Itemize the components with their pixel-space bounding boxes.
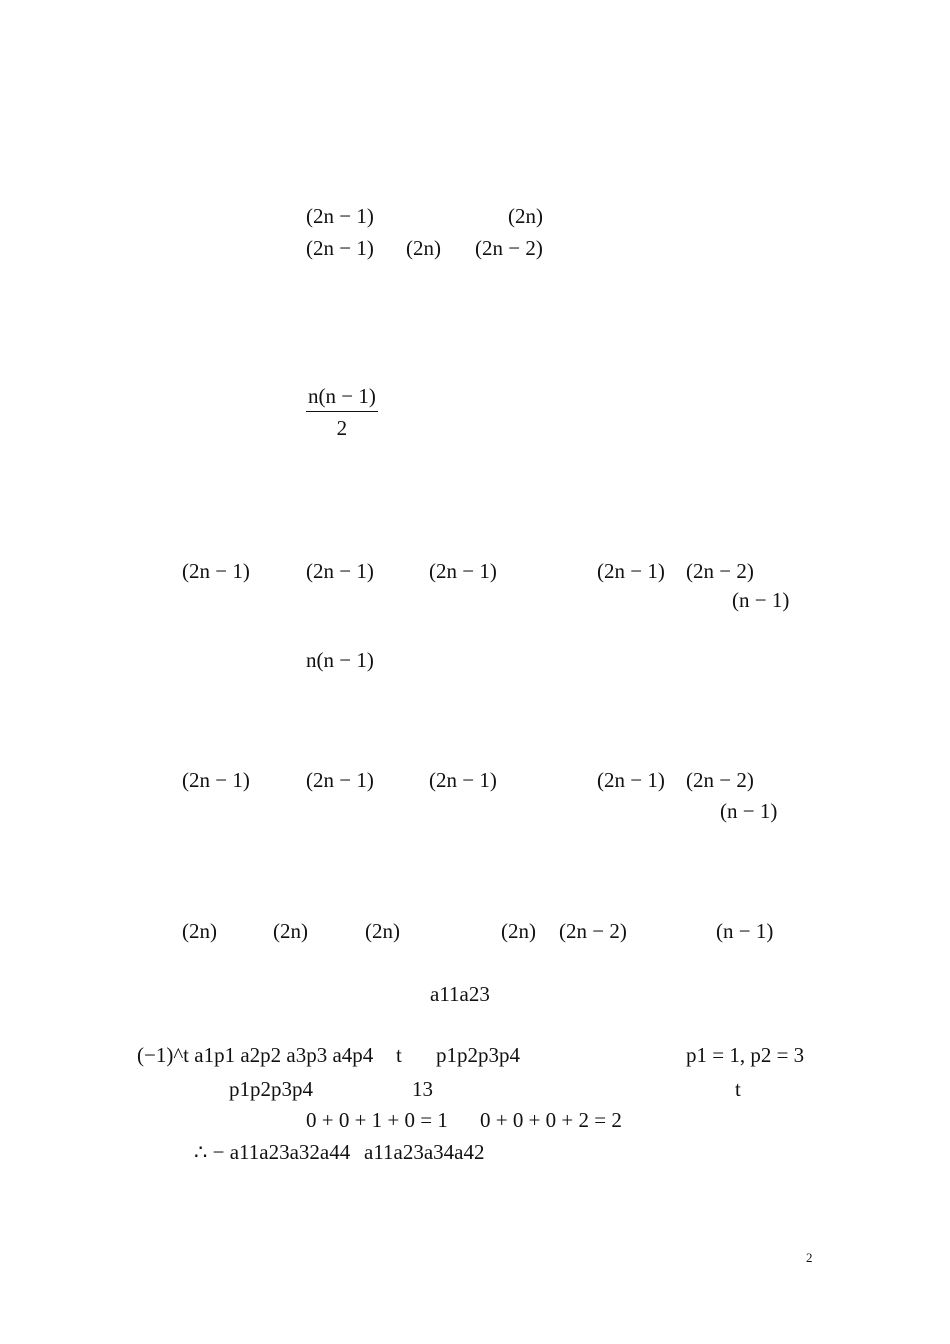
expr-n-n-minus-1: n(n − 1)	[306, 648, 374, 672]
expr-2n: (2n)	[182, 919, 217, 943]
expr-2n-minus-2: (2n − 2)	[686, 768, 754, 792]
expr-2n-minus-1: (2n − 1)	[306, 236, 374, 260]
given-p1-p2: p1 = 1, p2 = 3	[686, 1043, 805, 1067]
inversion-sum-1: 0 + 0 + 1 + 0 = 1	[306, 1108, 448, 1132]
expr-2n-minus-1: (2n − 1)	[429, 559, 497, 583]
permutation-p1p2p3p4: p1p2p3p4	[229, 1077, 313, 1101]
expr-2n-minus-1: (2n − 1)	[306, 204, 374, 228]
expr-n-minus-1: (n − 1)	[732, 588, 790, 612]
expr-2n-minus-1: (2n − 1)	[182, 559, 250, 583]
fraction-n-n-minus-1-over-2	[306, 386, 378, 439]
number-13: 13	[412, 1077, 433, 1101]
expr-2n-minus-1: (2n − 1)	[306, 768, 374, 792]
t-variable: t	[396, 1043, 402, 1067]
expr-2n: (2n)	[406, 236, 441, 260]
expr-2n: (2n)	[501, 919, 536, 943]
term-a11-a23: a11a23	[430, 982, 490, 1006]
expr-2n: (2n)	[508, 204, 543, 228]
t-variable: t	[735, 1077, 741, 1101]
expr-n-minus-1: (n − 1)	[720, 799, 778, 823]
expr-2n-minus-2: (2n − 2)	[686, 559, 754, 583]
expr-2n-minus-1: (2n − 1)	[597, 559, 665, 583]
page-number: 2	[806, 1250, 813, 1265]
expr-2n: (2n)	[365, 919, 400, 943]
expr-2n-minus-1: (2n − 1)	[429, 768, 497, 792]
expr-2n: (2n)	[273, 919, 308, 943]
fraction-denominator: 2	[336, 416, 348, 440]
answer-positive-term: a11a23a34a42	[364, 1140, 485, 1164]
expr-n-minus-1: (n − 1)	[716, 919, 774, 943]
expr-2n-minus-1: (2n − 1)	[182, 768, 250, 792]
inversion-sum-2: 0 + 0 + 0 + 2 = 2	[480, 1108, 622, 1132]
expr-2n-minus-1: (2n − 1)	[306, 559, 374, 583]
answer-negative-term: ∴ − a11a23a32a44	[194, 1140, 351, 1164]
expr-2n-minus-2: (2n − 2)	[559, 919, 627, 943]
permutation-p1p2p3p4: p1p2p3p4	[436, 1043, 520, 1067]
expr-2n-minus-2: (2n − 2)	[475, 236, 543, 260]
fraction-numerator: n(n − 1)	[306, 386, 378, 412]
expr-2n-minus-1: (2n − 1)	[597, 768, 665, 792]
general-term: (−1)^t a1p1 a2p2 a3p3 a4p4	[137, 1043, 374, 1067]
